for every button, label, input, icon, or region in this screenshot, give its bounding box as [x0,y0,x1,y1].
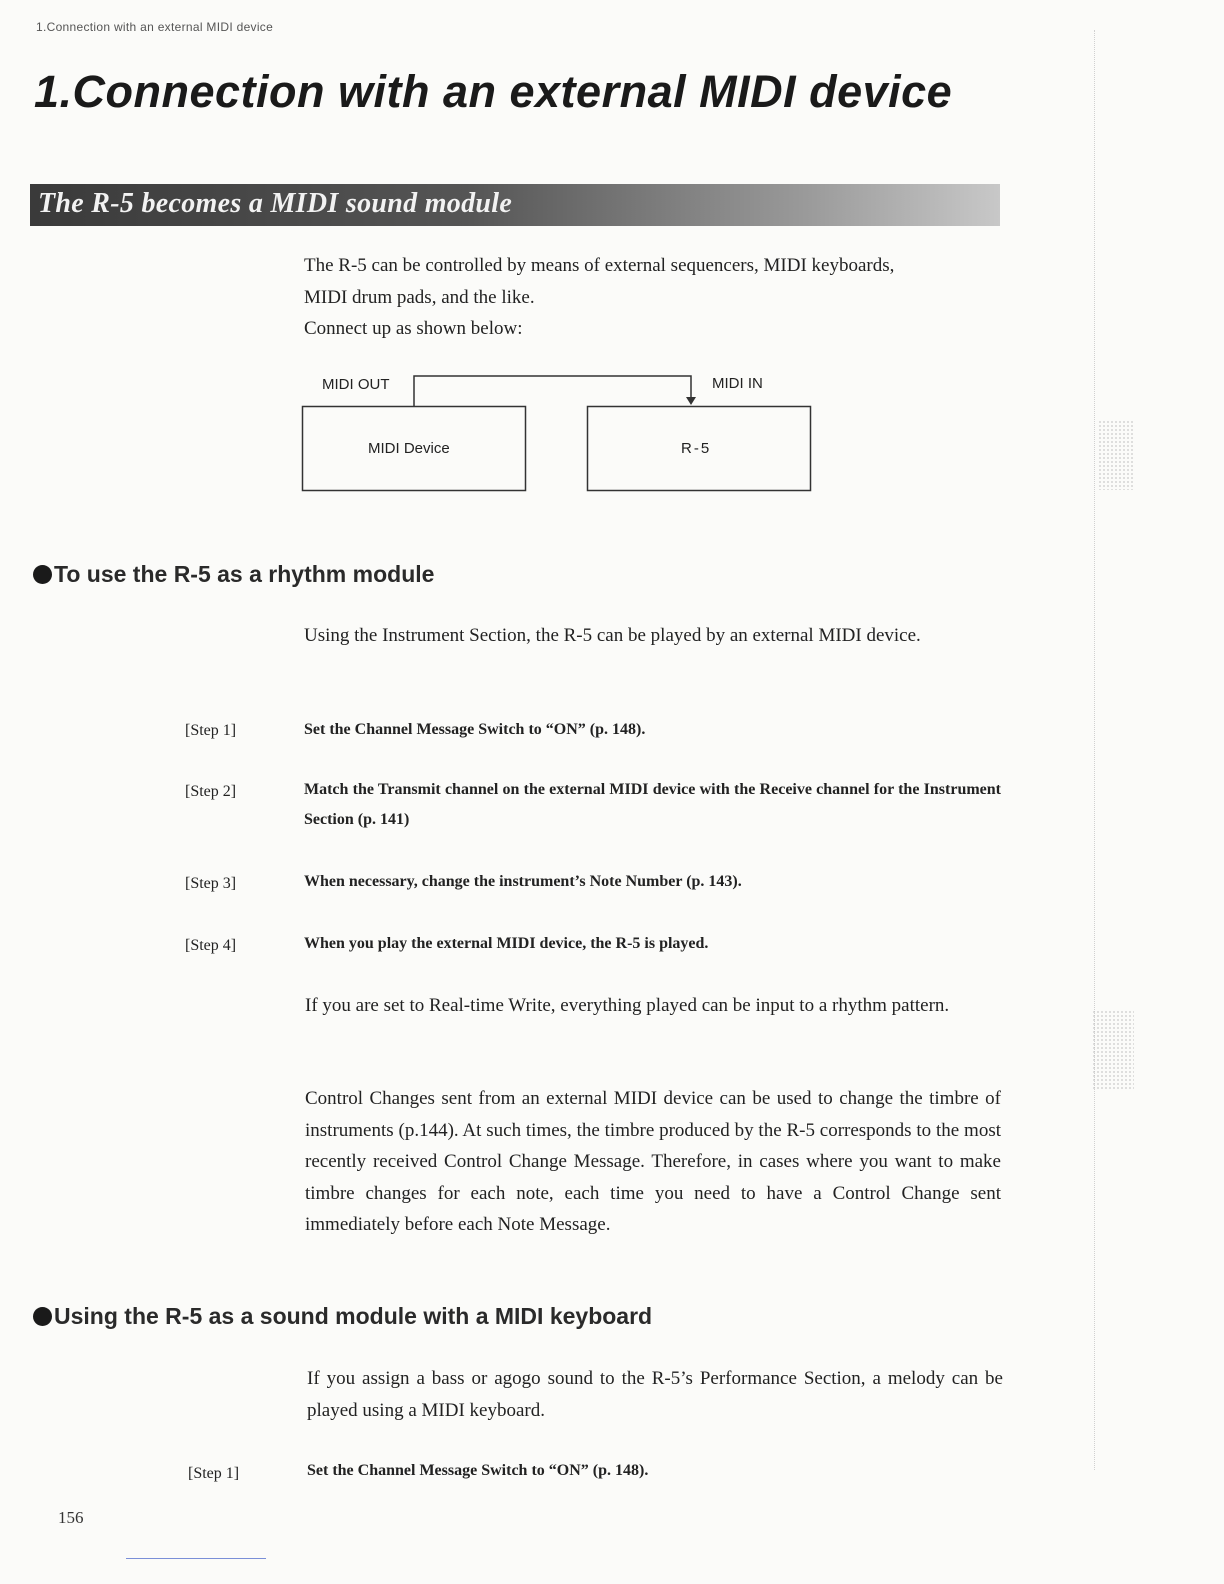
arrow-head-icon [686,397,696,405]
intro-line: The R-5 can be controlled by means of external sequencers, MIDI keyboards, [304,255,895,276]
rhythm-module-heading [33,561,434,588]
realtime-write-note: If you are set to Real-time Write, everything played can be input to a rhythm pattern. [305,995,950,1016]
intro-line: Connect up as shown below: [304,318,523,339]
midi-device-label: MIDI Device [368,440,450,457]
step-label: [Step 4] [185,937,237,954]
rhythm-module-intro: Using the Instrument Section, the R-5 can be played by an external MIDI device. [304,625,921,646]
bullet-icon [33,1307,52,1326]
scan-smudge [1098,420,1134,490]
running-header: 1.Connection with an external MIDI device [36,22,274,34]
midi-in-label: MIDI IN [712,375,763,392]
connection-diagram [296,368,816,494]
rhythm-module-heading-text: To use the R-5 as a rhythm module [54,561,435,587]
step-text: When you play the external MIDI device, the R-5 is played. [304,935,709,952]
step-text: Set the Channel Message Switch to “ON” (p. 148). [307,1462,649,1479]
step-label: [Step 2] [185,783,237,800]
section-banner-title: The R-5 becomes a MIDI sound module [38,188,513,219]
scan-smudge [1092,1010,1134,1090]
page-number: 156 [58,1508,84,1527]
step-text: When necessary, change the instrument’s Note Number (p. 143). [304,873,742,890]
page-title: 1.Connection with an external MIDI device [34,66,953,117]
step-label: [Step 1] [185,722,237,739]
r5-label: R-5 [681,440,712,457]
keyboard-module-intro: If you assign a bass or agogo sound to the R-5’s Performance Section, a melody can be played using a MIDI keyboard. [307,1368,1003,1421]
midi-cable-line [414,376,691,406]
keyboard-module-heading [33,1303,652,1330]
scan-margin-line [1094,30,1095,1470]
control-change-note: Control Changes sent from an external MIDI device can be used to change the timbre of instruments (p.144). At such times, the timbre produced by the R-5 corresponds to the most recently received Control Change Message. Therefore, in cases where you want to make timbre changes for each note, each time you need to have a Control Change sent immediately before each Note Message. [305,1088,1001,1235]
step-text: Match the Transmit channel on the external MIDI device with the Receive channel for the Instrument Section (p. 141) [304,781,1001,828]
intro-paragraph [304,250,1004,345]
footer-rule [126,1558,266,1559]
bullet-icon [33,565,52,584]
intro-line: MIDI drum pads, and the like. [304,286,535,308]
step-text: Set the Channel Message Switch to “ON” (p. 148). [304,721,646,738]
midi-out-label: MIDI OUT [322,376,390,393]
step-label: [Step 1] [188,1465,240,1482]
section-banner [30,184,1000,226]
step-label: [Step 3] [185,875,237,892]
keyboard-module-heading-text: Using the R-5 as a sound module with a MIDI keyboard [54,1303,653,1329]
